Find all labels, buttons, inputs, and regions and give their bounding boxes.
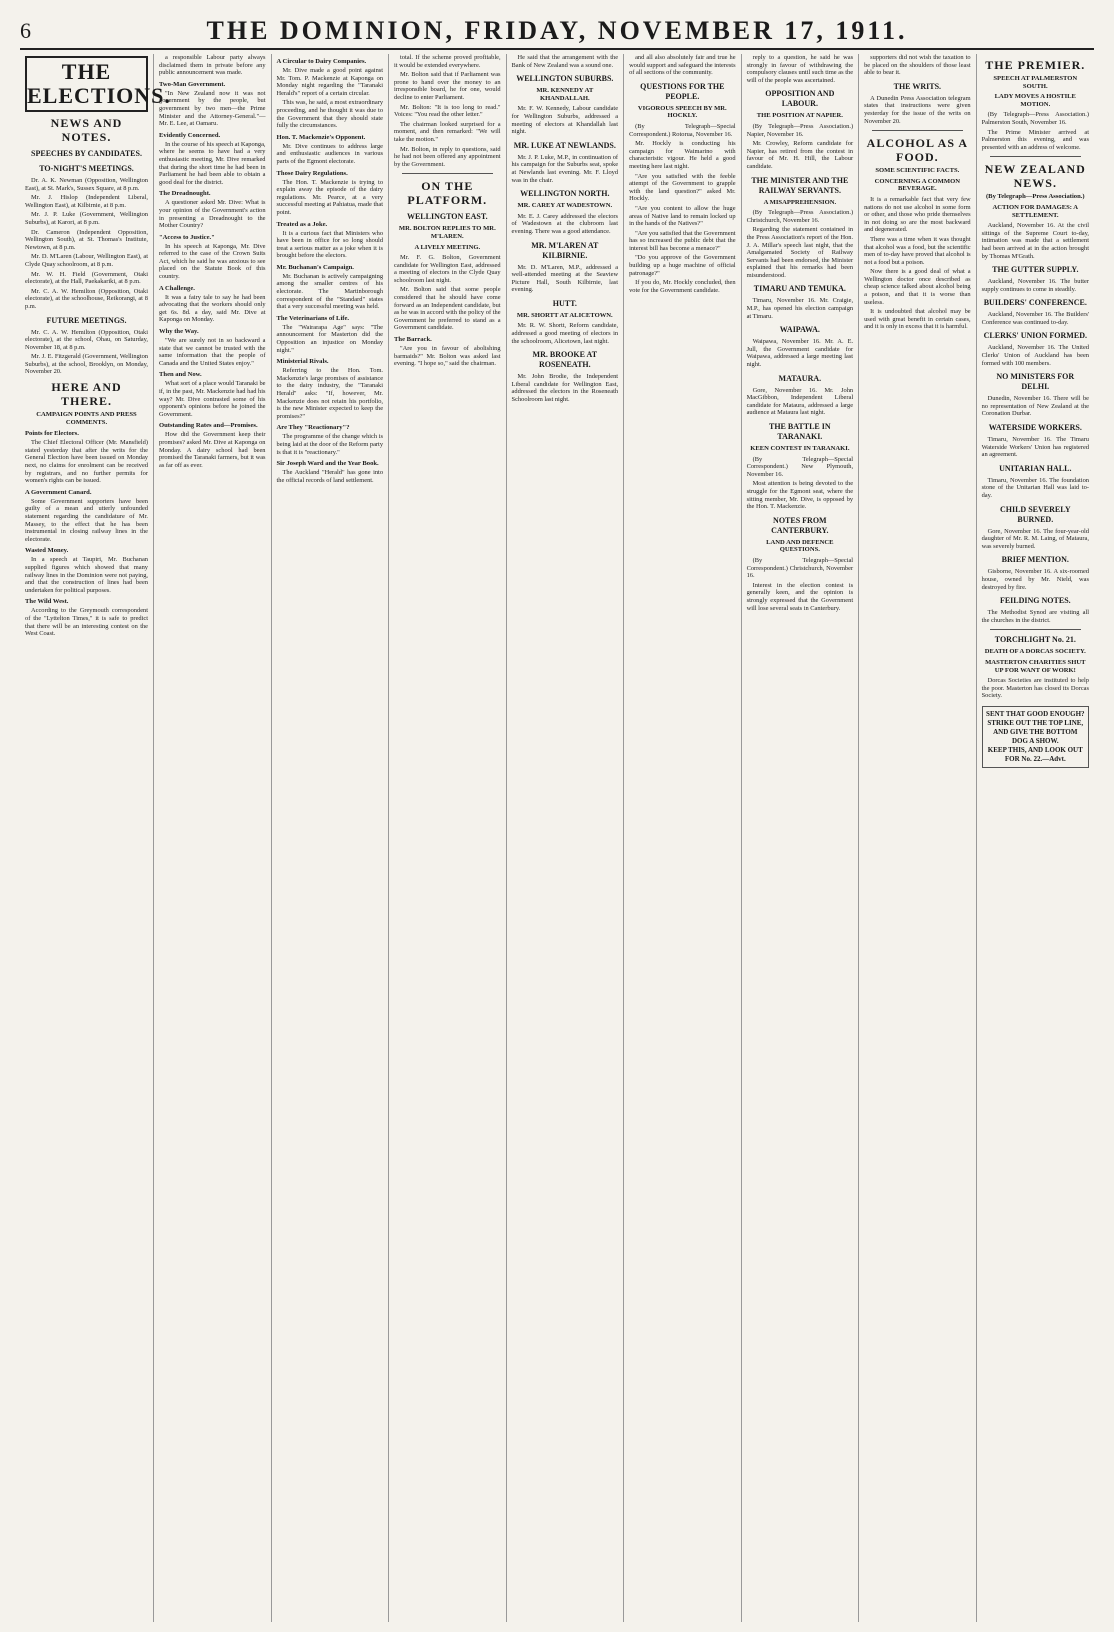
masthead-title: THE DOMINION, FRIDAY, NOVEMBER 17, 1911. xyxy=(206,16,908,45)
wellington-east-heading: WELLINGTON EAST. xyxy=(406,212,488,222)
scientific-facts-subheading: SOME SCIENTIFIC FACTS. xyxy=(875,167,960,175)
railway-heading: THE MINISTER AND THE RAILWAY SERVANTS. xyxy=(751,175,849,195)
paragraph: It is undoubted that alcohol may be used with great benefit in certain cases, and it is only in excess that it is harmful. xyxy=(864,308,971,331)
section-heading: Wasted Money. xyxy=(25,547,69,555)
land-defence-subheading: LAND AND DEFENCE QUESTIONS. xyxy=(766,538,834,554)
section-heading: Points for Electors. xyxy=(25,430,79,438)
section-heading: Mr. Buchanan's Campaign. xyxy=(276,263,354,271)
carey-subheading: MR. CAREY AT WADESTOWN. xyxy=(517,202,613,210)
section-heading: The Dreadnought. xyxy=(159,190,211,198)
paragraph: Mr. E. J. Carey addressed the electors of Wadestown at the clubroom last evening. There was a good attendance. xyxy=(511,212,619,235)
paragraph: a responsible Labour party always disclaimed them in private before any public announcement was made. xyxy=(159,54,266,77)
paragraph: In his speech at Kaponga, Mr. Dive referred to the case of the Crown Suits Act, which he said he was anxious to see placed on the Statute Book of this country. xyxy=(159,242,266,281)
future-heading: FUTURE MEETINGS. xyxy=(46,315,127,325)
paragraph: It is a remarkable fact that very few nations do not use alcohol in some form or other, and those who pride themselves in not doing so are the most backward and degenerated. xyxy=(864,195,971,234)
keen-contest-subheading: KEEN CONTEST IN TARANAKI. xyxy=(750,445,850,452)
elections-banner: THE ELECTIONS. xyxy=(25,56,148,112)
writs-heading: THE WRITS. xyxy=(893,81,942,91)
paragraph: Regarding the statement contained in the Press Association's report of the Hon. J. A. Millar's speech last night, that the Amalgamated Society of Railway Servants had been endorsed, the Minister explained that his remarks had been misunderstood. xyxy=(746,226,854,279)
paragraph: Gisborne, November 16. A six-roomed house, owned by Mr. Nield, was destroyed by fire. xyxy=(981,568,1089,591)
column-2 xyxy=(154,54,272,1622)
column-8 xyxy=(859,54,977,1622)
paragraph: Timaru, November 16. The Timaru Waterside Workers' Union has registered an agreement. xyxy=(981,436,1089,459)
paragraph: The "Wairarapa Age" says: "The announcement for Masterton did the Opposition an injustice on Monday night." xyxy=(276,323,384,354)
section-heading: Evidently Concerned. xyxy=(159,131,221,139)
news-notes-heading: NEWS AND NOTES. xyxy=(50,116,123,144)
section-heading: A Challenge. xyxy=(159,284,195,292)
paragraph: The chairman looked surprised for a moment, and then remarked: "We will take the motion." xyxy=(394,120,501,143)
newlands-heading: MR. LUKE AT NEWLANDS. xyxy=(513,140,616,150)
paragraph: "Are you in favour of abolishing barmaids?" Mr. Bolton was asked last evening. "I hope so," said the chairman. xyxy=(394,345,501,368)
damages-subheading: ACTION FOR DAMAGES: A SETTLEMENT. xyxy=(992,203,1079,219)
kennedy-subheading: MR. KENNEDY AT KHANDALLAH. xyxy=(536,87,594,102)
dorcas-subheading: DEATH OF A DORCAS SOCIETY. xyxy=(984,648,1086,656)
paragraph: Some Government supporters have been guilty of a mean and utterly unfounded statement regarding the candidature of Mr. Massey, to the effect that he has been instrumental in closing railway lines in the electorate. xyxy=(25,497,148,543)
section-heading: Sir Joseph Ward and the Year Book. xyxy=(276,460,379,468)
paragraph: The Hon. T. Mackenzie is trying to explain away the episode of the dairy regulations. Mr. Pearce, at a very successful meeting at Pahiatua, made that point. xyxy=(276,178,384,216)
paragraph: Most attention is being devoted to the struggle for the Egmont seat, where the sitting member, Mr. Dive, is opposed by the Hon. T. Mackenzie. xyxy=(746,480,854,511)
paragraph: It was a fairy tale to say he had been advocating that the workers should only get 6s. 8d. a day, said Mr. Dive at Kaponga on Monday. xyxy=(159,293,266,324)
paragraph: This was, he said, a most extraordinary proceeding, and he thought it was due to the Government that they should state fully the circumstances. xyxy=(276,99,384,130)
paragraph: reply to a question, he said he was strongly in favour of withdrawing the compulsory clauses until such time as the will of the people was ascertained. xyxy=(746,54,854,84)
press-association-subheading: (By Telegraph—Press Association.) xyxy=(985,193,1085,201)
paragraph: Mr. F. W. Kennedy, Labour candidate for Wellington Suburbs, addressed a meeting of electors at Khandallah last night. xyxy=(511,105,619,136)
builders-heading: BUILDERS' CONFERENCE. xyxy=(983,298,1087,308)
kilbirnie-heading: MR. M'LAREN AT KILBIRNIE. xyxy=(531,240,599,260)
paragraph: Mr. Buchanan is actively campaigning among the smaller centres of his electorate. The Martinborough correspondent of the "Standard" states that a very successful meeting was held. xyxy=(276,272,384,311)
section-heading: A Government Canard. xyxy=(25,488,92,496)
paragraph: "Are you satisfied that the Government has so increased the public debt that the interest bill has become a menace?" xyxy=(629,229,736,252)
paragraph: Mr. J. P. Luke (Government, Wellington Suburbs), at Karori, at 8 p.m. xyxy=(25,211,148,226)
suburbs-heading: WELLINGTON SUBURBS. xyxy=(516,74,614,84)
paragraph: In the course of his speech at Kaponga, where he seems to have had a very enthusiastic meeting, Mr. Dive remarked that during the short time he had been in Parliament he had been able to obtain a good deal for the district. xyxy=(159,140,266,186)
paragraph: "We are surely not in so backward a state that we cannot be trusted with the same information that the people of Canada and the United States enjoy." xyxy=(159,337,266,367)
section-heading: Hon. T. Mackenzie's Opponent. xyxy=(276,133,366,141)
divider xyxy=(990,156,1081,157)
paragraph: (By Telegraph—Press Association.) Napier, November 16. xyxy=(746,122,854,138)
paragraph: Mr. John Brodie, the Independent Liberal candidate for Wellington East, addressed the electors in the Roseneath Schoolroom last night. xyxy=(511,373,619,404)
masterton-subheading: MASTERTON CHARITIES SHUT UP FOR WANT OF WORK! xyxy=(985,658,1086,674)
gutter-heading: THE GUTTER SUPPLY. xyxy=(992,265,1079,275)
paragraph: The Methodist Synod are visiting all the churches in the district. xyxy=(981,609,1089,624)
north-heading: WELLINGTON NORTH. xyxy=(520,189,610,199)
paragraph: If you do, Mr. Hockly concluded, then vote for the Government candidate. xyxy=(629,279,736,294)
alcohol-heading: ALCOHOL AS A FOOD. xyxy=(866,136,969,165)
timaru-heading: TIMARU AND TEMUKA. xyxy=(753,284,846,294)
paragraph: Now there is a good deal of what a Wellington doctor once described as cheap science talked about alcohol being a poison, and that it is worse than useless. xyxy=(864,268,971,306)
paragraph: Interest in the election contest is generally keen, and the opinion is strongly expressed that the Government will lose several seats in Canterbury. xyxy=(746,581,854,612)
paragraph: Mr. Bolton: "It is too long to read." Voices: "You read the other letter." xyxy=(394,103,501,119)
section-heading: Two-Man Government. xyxy=(159,80,226,88)
paragraph: Auckland, November 16. The butter supply continues to come in steadily. xyxy=(981,278,1089,293)
paragraph: The programme of the change which is being laid at the door of the Reform party is that it is "reactionary." xyxy=(276,433,384,456)
opposition-labour-heading: OPPOSITION AND LABOUR. xyxy=(765,89,835,109)
roseneath-heading: MR. BROOKE AT ROSENEATH. xyxy=(532,350,598,370)
section-heading: A Circular to Dairy Companies. xyxy=(276,58,367,65)
paragraph: Dunedin, November 16. There will be no representation of New Zealand at the Coronation Durbar. xyxy=(981,395,1089,418)
paragraph: Mr. Crowley, Reform candidate for Napier, has retired from the contest in favour of Mr. H. Hill, the Labour candidate. xyxy=(746,140,854,170)
speeches-heading: SPEECHES BY CANDIDATES. xyxy=(31,149,142,158)
section-heading: Outstanding Rates and—Promises. xyxy=(159,422,258,430)
column-9 xyxy=(977,54,1094,1622)
canterbury-heading: NOTES FROM CANTERBURY. xyxy=(771,515,829,535)
bolton-subheading: MR. BOLTON REPLIES TO MR. M'LAREN. xyxy=(398,225,496,240)
ad-line: SENT THAT GOOD ENOUGH? xyxy=(986,709,1085,718)
ad-line: KEEP THIS, AND LOOK OUT FOR No. 22.—Advt. xyxy=(987,745,1083,763)
paragraph: Auckland, November 16. The United Clerks' Union of Auckland has been formed with 100 members. xyxy=(981,344,1089,367)
paragraph: It is a curious fact that Ministers who have been in office for so long should treat a serious matter as a joke when it is brought before the electors. xyxy=(276,229,384,260)
paragraph: Timaru, November 16. The foundation stone of the Unitarian Hall was laid to-day. xyxy=(981,476,1089,499)
paragraph: (By Telegraph—Special Correspondent.) Rotorua, November 16. xyxy=(629,122,736,138)
here-there-heading: HERE AND THERE. xyxy=(51,380,122,409)
ad-line: STRIKE OUT THE TOP LINE, AND GIVE THE BOTTOM DOG A SHOW. xyxy=(987,718,1084,745)
column-4 xyxy=(389,54,507,1622)
column-5 xyxy=(507,54,625,1622)
tonight-heading: TO-NIGHT'S MEETINGS. xyxy=(39,164,134,173)
paragraph: Mr. R. W. Shortt, Reform candidate, addressed a good meeting of electors in the schoolroom, Alicetown, last night. xyxy=(511,322,619,345)
hostile-motion-subheading: LADY MOVES A HOSTILE MOTION. xyxy=(994,93,1076,108)
columns xyxy=(20,54,1094,1622)
paragraph: There was a time when it was thought that alcohol was a food, but the scientific men of to-day have proved that alcohol is not a food but a poison. xyxy=(864,235,971,266)
paragraph: Mr. J. E. Fitzgerald (Government, Wellington Suburbs), at the school, Brooklyn, on Monday, November 20. xyxy=(25,353,148,376)
paragraph: The Prime Minister arrived at Palmerston this evening, and was presented with an address of welcome. xyxy=(981,128,1089,151)
waterside-heading: WATERSIDE WORKERS. xyxy=(988,423,1082,433)
paragraph: Timaru, November 16. Mr. Craigie, M.P., has opened his election campaign at Timaru. xyxy=(746,297,854,320)
paragraph: (By Telegraph—Press Association.) Christchurch, November 16. xyxy=(746,209,854,224)
paragraph: Auckland, November 16. At the civil sittings of the Supreme Court to-day, intimation was made that a settlement had been arrived at in the action brought by Thomas M'Grath. xyxy=(981,222,1089,260)
shortt-subheading: MR. SHORTT AT ALICETOWN. xyxy=(516,311,613,319)
page-number: 6 xyxy=(20,18,31,43)
paragraph: Mr. J. Hislop (Independent Liberal, Wellington East), at Kilbirnie, at 8 p.m. xyxy=(25,194,148,209)
section-heading: Those Dairy Regulations. xyxy=(276,169,348,177)
torchlight-heading: TORCHLIGHT No. 21. xyxy=(994,635,1076,645)
masthead xyxy=(20,14,1094,50)
advertisement xyxy=(982,706,1089,768)
beverage-subheading: CONCERNING A COMMON BEVERAGE. xyxy=(874,177,961,193)
hockly-subheading: VIGOROUS SPEECH BY MR. HOCKLY. xyxy=(637,104,727,120)
section-heading: Ministerial Rivals. xyxy=(276,358,329,366)
platform-heading: ON THE PLATFORM. xyxy=(407,179,488,208)
column-6 xyxy=(624,54,742,1622)
paragraph: and all also absolutely fair and true he would support and safeguard the interests of all sections of the community. xyxy=(629,54,736,77)
section-heading: The Barrack. xyxy=(394,336,432,344)
unitarian-heading: UNITARIAN HALL. xyxy=(999,463,1072,473)
paragraph: A Dunedin Press Association telegram states that instructions were given yesterday for the issue of the writs on November 20. xyxy=(864,94,971,125)
paragraph: According to the Greymouth correspondent of the "Lyttelton Times," it is safe to predict that there will be an interesting contest on the West Coast. xyxy=(25,607,148,638)
section-heading: Are They "Reactionary"? xyxy=(276,424,350,432)
paragraph: Mr. Hockly is conducting his campaign for Waimarino with characteristic vigour. He held a good meeting here last night. xyxy=(629,140,736,170)
paragraph: (By Telegraph—Press Association.) Palmerston South, November 16. xyxy=(981,111,1089,126)
paragraph: A questioner asked Mr. Dive: What is your opinion of the Government's action in presenting a Dreadnought to the Mother Country? xyxy=(159,199,266,230)
questions-heading: QUESTIONS FOR THE PEOPLE. xyxy=(640,81,725,101)
paragraph: "In New Zealand now it was not government by the people, but government by two men—the Prime Minister and the Attorney-General."—Mr. E. Lee, at Oamaru. xyxy=(159,89,266,128)
section-heading: The Wild West. xyxy=(25,598,69,606)
column-3 xyxy=(272,54,390,1622)
feilding-heading: FEILDING NOTES. xyxy=(999,596,1071,606)
paragraph: total. If the scheme proved profitable, it would be extended everywhere. xyxy=(394,54,501,69)
section-heading: "Access to Justice." xyxy=(159,233,215,241)
paragraph: Mr. C. A. W. Hemilton (Opposition, Otaki electorate), at the school, Ohau, on Saturday, November 18, at 8 p.m. xyxy=(25,328,148,351)
paragraph: Mr. Dive made a good point against Mr. Tom. P. Mackenzie at Kaponga on Monday night regarding the "Taranaki Herald's" report of a certain circular. xyxy=(276,67,384,97)
paragraph: Mr. W. H. Field (Government, Otaki electorate), at the Hall, Paekakariki, at 8 p.m. xyxy=(25,270,148,286)
column-7 xyxy=(742,54,860,1622)
paragraph: "Do you approve of the Government building up a huge machine of official patronage?" xyxy=(629,254,736,277)
paragraph: Auckland, November 16. The Builders' Conference was continued to-day. xyxy=(981,311,1089,326)
here-there-subheading: CAMPAIGN POINTS AND PRESS COMMENTS. xyxy=(36,411,137,426)
palmerston-subheading: SPEECH AT PALMERSTON SOUTH. xyxy=(993,75,1078,90)
hutt-heading: HUTT. xyxy=(552,298,577,308)
section-heading: Why the Way. xyxy=(159,328,199,336)
section-heading: Then and Now. xyxy=(159,371,202,379)
section-heading: Treated as a Joke. xyxy=(276,220,328,228)
delhi-heading: NO MINISTERS FOR DELHI. xyxy=(996,372,1075,392)
clerks-heading: CLERKS' UNION FORMED. xyxy=(983,331,1087,341)
paragraph: Dr. Cameron (Independent Opposition, Wellington South), at St. Thomas's Institute, Newtown, at 8 p.m. xyxy=(25,228,148,251)
mataura-heading: MATAURA. xyxy=(778,373,822,383)
paragraph: He said that the arrangement with the Bank of New Zealand was a sound one. xyxy=(511,54,619,69)
divider xyxy=(990,629,1081,630)
paragraph: Dorcas Societies are instituted to help the poor. Masterton has closed its Dorcas Society. xyxy=(981,677,1089,700)
paragraph: Mr. J. P. Luke, M.P., in continuation of his campaign for the Suburbs seat, spoke at Newlands last evening. Mr. F. Lloyd was in the chair. xyxy=(511,153,619,184)
paragraph: Dr. A. K. Newman (Opposition, Wellington East), at St. Mark's, Sussex Square, at 8 p.m. xyxy=(25,177,148,192)
paragraph: (By Telegraph—Special Correspondent.) New Plymouth, November 16. xyxy=(746,455,854,478)
paragraph: The Chief Electoral Officer (Mr. Mansfield) stated yesterday that after the writs for the General Election have been issued on Monday next, no claims for enrolment can be received by registrars, and no further permits for women's rights can be issued. xyxy=(25,439,148,485)
paragraph: supporters did not wish the taxation to be placed on the shoulders of those least able to bear it. xyxy=(864,54,971,77)
paragraph: (By Telegraph—Special Correspondent.) Christchurch, November 16. xyxy=(746,556,854,580)
paragraph: Referring to the Hon. Tom. Mackenzie's large promises of assistance to the dairy industry, the "Taranaki Herald" asks: "If, however, Mr. Mackenzie does not retain his portfolio, is the new Minister expected to keep the promises?" xyxy=(276,367,384,420)
section-heading: The Veterinarians of Life. xyxy=(276,314,350,322)
paragraph: Mr. Bolton said that some people considered that he should have come forward as an Independent candidate, but as he was in accord with the policy of the Government he preferred to stand as a Government candidate. xyxy=(394,286,501,332)
waipawa-heading: WAIPAWA. xyxy=(779,325,820,335)
lively-meeting-subheading: A LIVELY MEETING. xyxy=(414,243,481,251)
paragraph: Gore, November 16. Mr. John MacGibbon, Independent Liberal candidate for Mataura, addressed a large audience at Mataura last night. xyxy=(746,386,854,417)
column-1 xyxy=(20,54,171,1622)
paragraph: How did the Government keep their promises? asked Mr. Dive at Kaponga on Monday. A dairy school had been promised the Taranaki farmers, but it was as far off as ever. xyxy=(159,431,266,469)
paragraph: Mr. Bolton, in reply to questions, said he had not been offered any appointment by the Government. xyxy=(394,145,501,168)
paragraph: "Are you satisfied with the feeble attempt of the Government to grapple with the land question?" asked Mr. Hockly. xyxy=(629,172,736,203)
napier-subheading: THE POSITION AT NAPIER. xyxy=(756,112,843,120)
misapprehension-subheading: A MISAPPREHENSION. xyxy=(763,198,837,206)
taranaki-heading: THE BATTLE IN TARANAKI. xyxy=(769,422,831,441)
paragraph: Mr. C. A. W. Hemilton (Opposition, Otaki electorate), at the schoolhouse, Reikorangi, at 8 p.m. xyxy=(25,287,148,310)
paragraph: Mr. D. M'Laren, M.P., addressed a well-attended meeting at the Seaview Picture Hall, South Kilbirnie, last evening. xyxy=(511,263,619,294)
divider xyxy=(872,130,963,131)
paragraph: Mr. Bolton said that if Parliament was prone to hand over the money to an irresponsible board, he for one, would decline to enter Parliament. xyxy=(394,71,501,101)
paragraph: The Auckland "Herald" has gone into the official records of land settlement. xyxy=(276,469,384,484)
paragraph: Waipawa, November 16. Mr. A. E. Jull, the Government candidate for Waipawa, addressed a large meeting last night. xyxy=(746,338,854,369)
paragraph: In a speech at Taupiri, Mr. Buchanan supplied figures which showed that many railway lines in the Dominion were not paying, and that the construction of lines had been undertaken for political purposes. xyxy=(25,556,148,594)
nz-news-heading: NEW ZEALAND NEWS. xyxy=(984,162,1086,191)
brief-mention-heading: BRIEF MENTION. xyxy=(1001,555,1069,565)
paragraph: Mr. D. M'Laren (Labour, Wellington East), at Clyde Quay schoolroom, at 8 p.m. xyxy=(25,253,148,268)
paragraph: Mr. F. G. Bolton, Government candidate for Wellington East, addressed a meeting of electors in the Clyde Quay schoolroom last night. xyxy=(394,254,501,284)
paragraph: Mr. Dive continues to address large and enthusiastic audiences in various parts of the Egmont electorate. xyxy=(276,142,384,165)
paragraph: What sort of a place would Taranaki be if, in the past, Mr. Mackenzie had had his way? Mr. Dive contrasted some of his opponent's opinions before he joined the Government. xyxy=(159,380,266,418)
paragraph: "Are you content to allow the huge areas of Native land to remain locked up in the hands of the Natives?" xyxy=(629,204,736,228)
paragraph: Gore, November 16. The four-year-old daughter of Mr. R. M. Laing, of Mataura, was severely burned. xyxy=(981,527,1089,550)
divider xyxy=(402,173,493,174)
premier-heading: THE PREMIER. xyxy=(985,58,1086,72)
child-burned-heading: CHILD SEVERELY BURNED. xyxy=(999,504,1071,524)
